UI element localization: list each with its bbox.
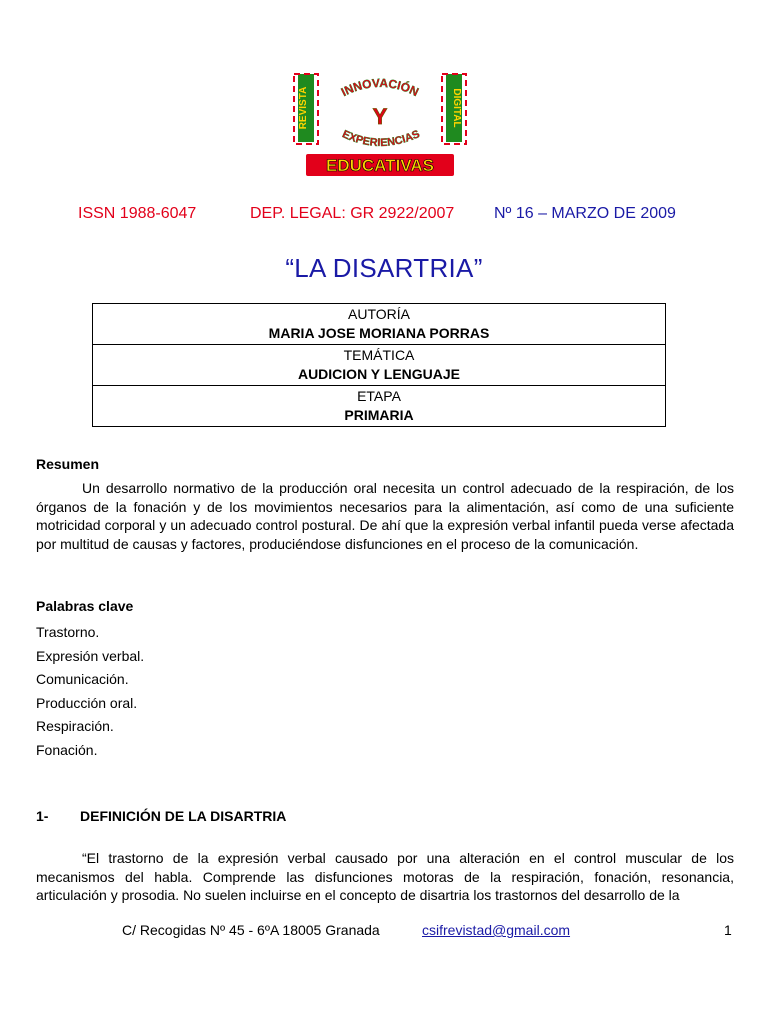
- list-item: Respiración.: [36, 718, 114, 734]
- logo-graphic: [292, 68, 468, 180]
- logo-right-vertical-text: DIGITAL: [451, 88, 462, 128]
- logo-bottom-arc-text: EXPERIENCIAS: [340, 128, 422, 150]
- list-item: Producción oral.: [36, 694, 138, 711]
- logo-left-vertical-text: REVISTA: [298, 86, 309, 130]
- table-row: [93, 345, 666, 386]
- cell-value: MARIA JOSE MORIANA PORRAS: [268, 325, 490, 341]
- list-item: Fonación.: [36, 741, 98, 758]
- topic-cell: [93, 345, 666, 386]
- issue-number-date: Nº 16 – MARZO DE 2009: [494, 205, 676, 222]
- footer-email-link[interactable]: csifrevistad@gmail.com: [422, 922, 571, 938]
- section-1-text: “El trastorno de la expresión verbal causado por una alteración en el control muscular de los mecanismos del habla. Comprende las disfunciones motoras de la respiración, fonación, resonancia, articulación y prosodia. No suelen incluirse en el concepto de disartria los trastornos del desarrollo de la: [36, 850, 734, 903]
- keywords-heading: Palabras clave: [36, 598, 134, 614]
- magazine-logo: [292, 68, 468, 180]
- stage-cell: [93, 386, 666, 427]
- issue-line: [0, 205, 768, 229]
- abstract-text: Un desarrollo normativo de la producción oral necesita un control adecuado de la respiración, de los órganos de la fonación y de los movimientos necesarios para la alimentación, así como de una suficiente motricidad corporal y un adecuado control postural. De ahí que la expresión verbal infantil pueda verse afectada por multitud de causas y factores, produciéndose disfunciones en el proceso de la comunicación.: [36, 480, 734, 552]
- table-row: [93, 304, 666, 345]
- logo-banner-text: EDUCATIVAS: [326, 156, 434, 175]
- article-info-table: [92, 303, 666, 427]
- cell-label: AUTORÍA: [348, 306, 410, 322]
- article-title: “LA DISARTRIA”: [285, 253, 483, 283]
- abstract-heading: Resumen: [36, 456, 100, 472]
- keywords-list: [36, 621, 144, 762]
- section-title: DEFINICIÓN DE LA DISARTRIA: [80, 808, 287, 824]
- cell-label: TEMÁTICA: [343, 347, 415, 363]
- list-item: Comunicación.: [36, 671, 129, 687]
- footer-address: C/ Recogidas Nº 45 - 6ºA 18005 Granada: [122, 922, 380, 938]
- page-number: 1: [724, 922, 732, 938]
- list-item: Expresión verbal.: [36, 647, 145, 664]
- issn-text: ISSN 1988-6047: [78, 205, 197, 222]
- logo-top-arc-text: INNOVACIÓN: [338, 75, 421, 100]
- page-footer: [0, 922, 768, 942]
- cell-value: PRIMARIA: [344, 407, 414, 423]
- section-number: 1-: [36, 808, 49, 824]
- authorship-cell: [93, 304, 666, 345]
- deposito-legal-text: DEP. LEGAL: GR 2922/2007: [250, 205, 455, 222]
- table-row: [93, 386, 666, 427]
- logo-center-text: Y: [372, 104, 388, 129]
- cell-value: AUDICION Y LENGUAJE: [297, 366, 461, 382]
- list-item: Trastorno.: [36, 624, 100, 640]
- cell-label: ETAPA: [357, 388, 401, 404]
